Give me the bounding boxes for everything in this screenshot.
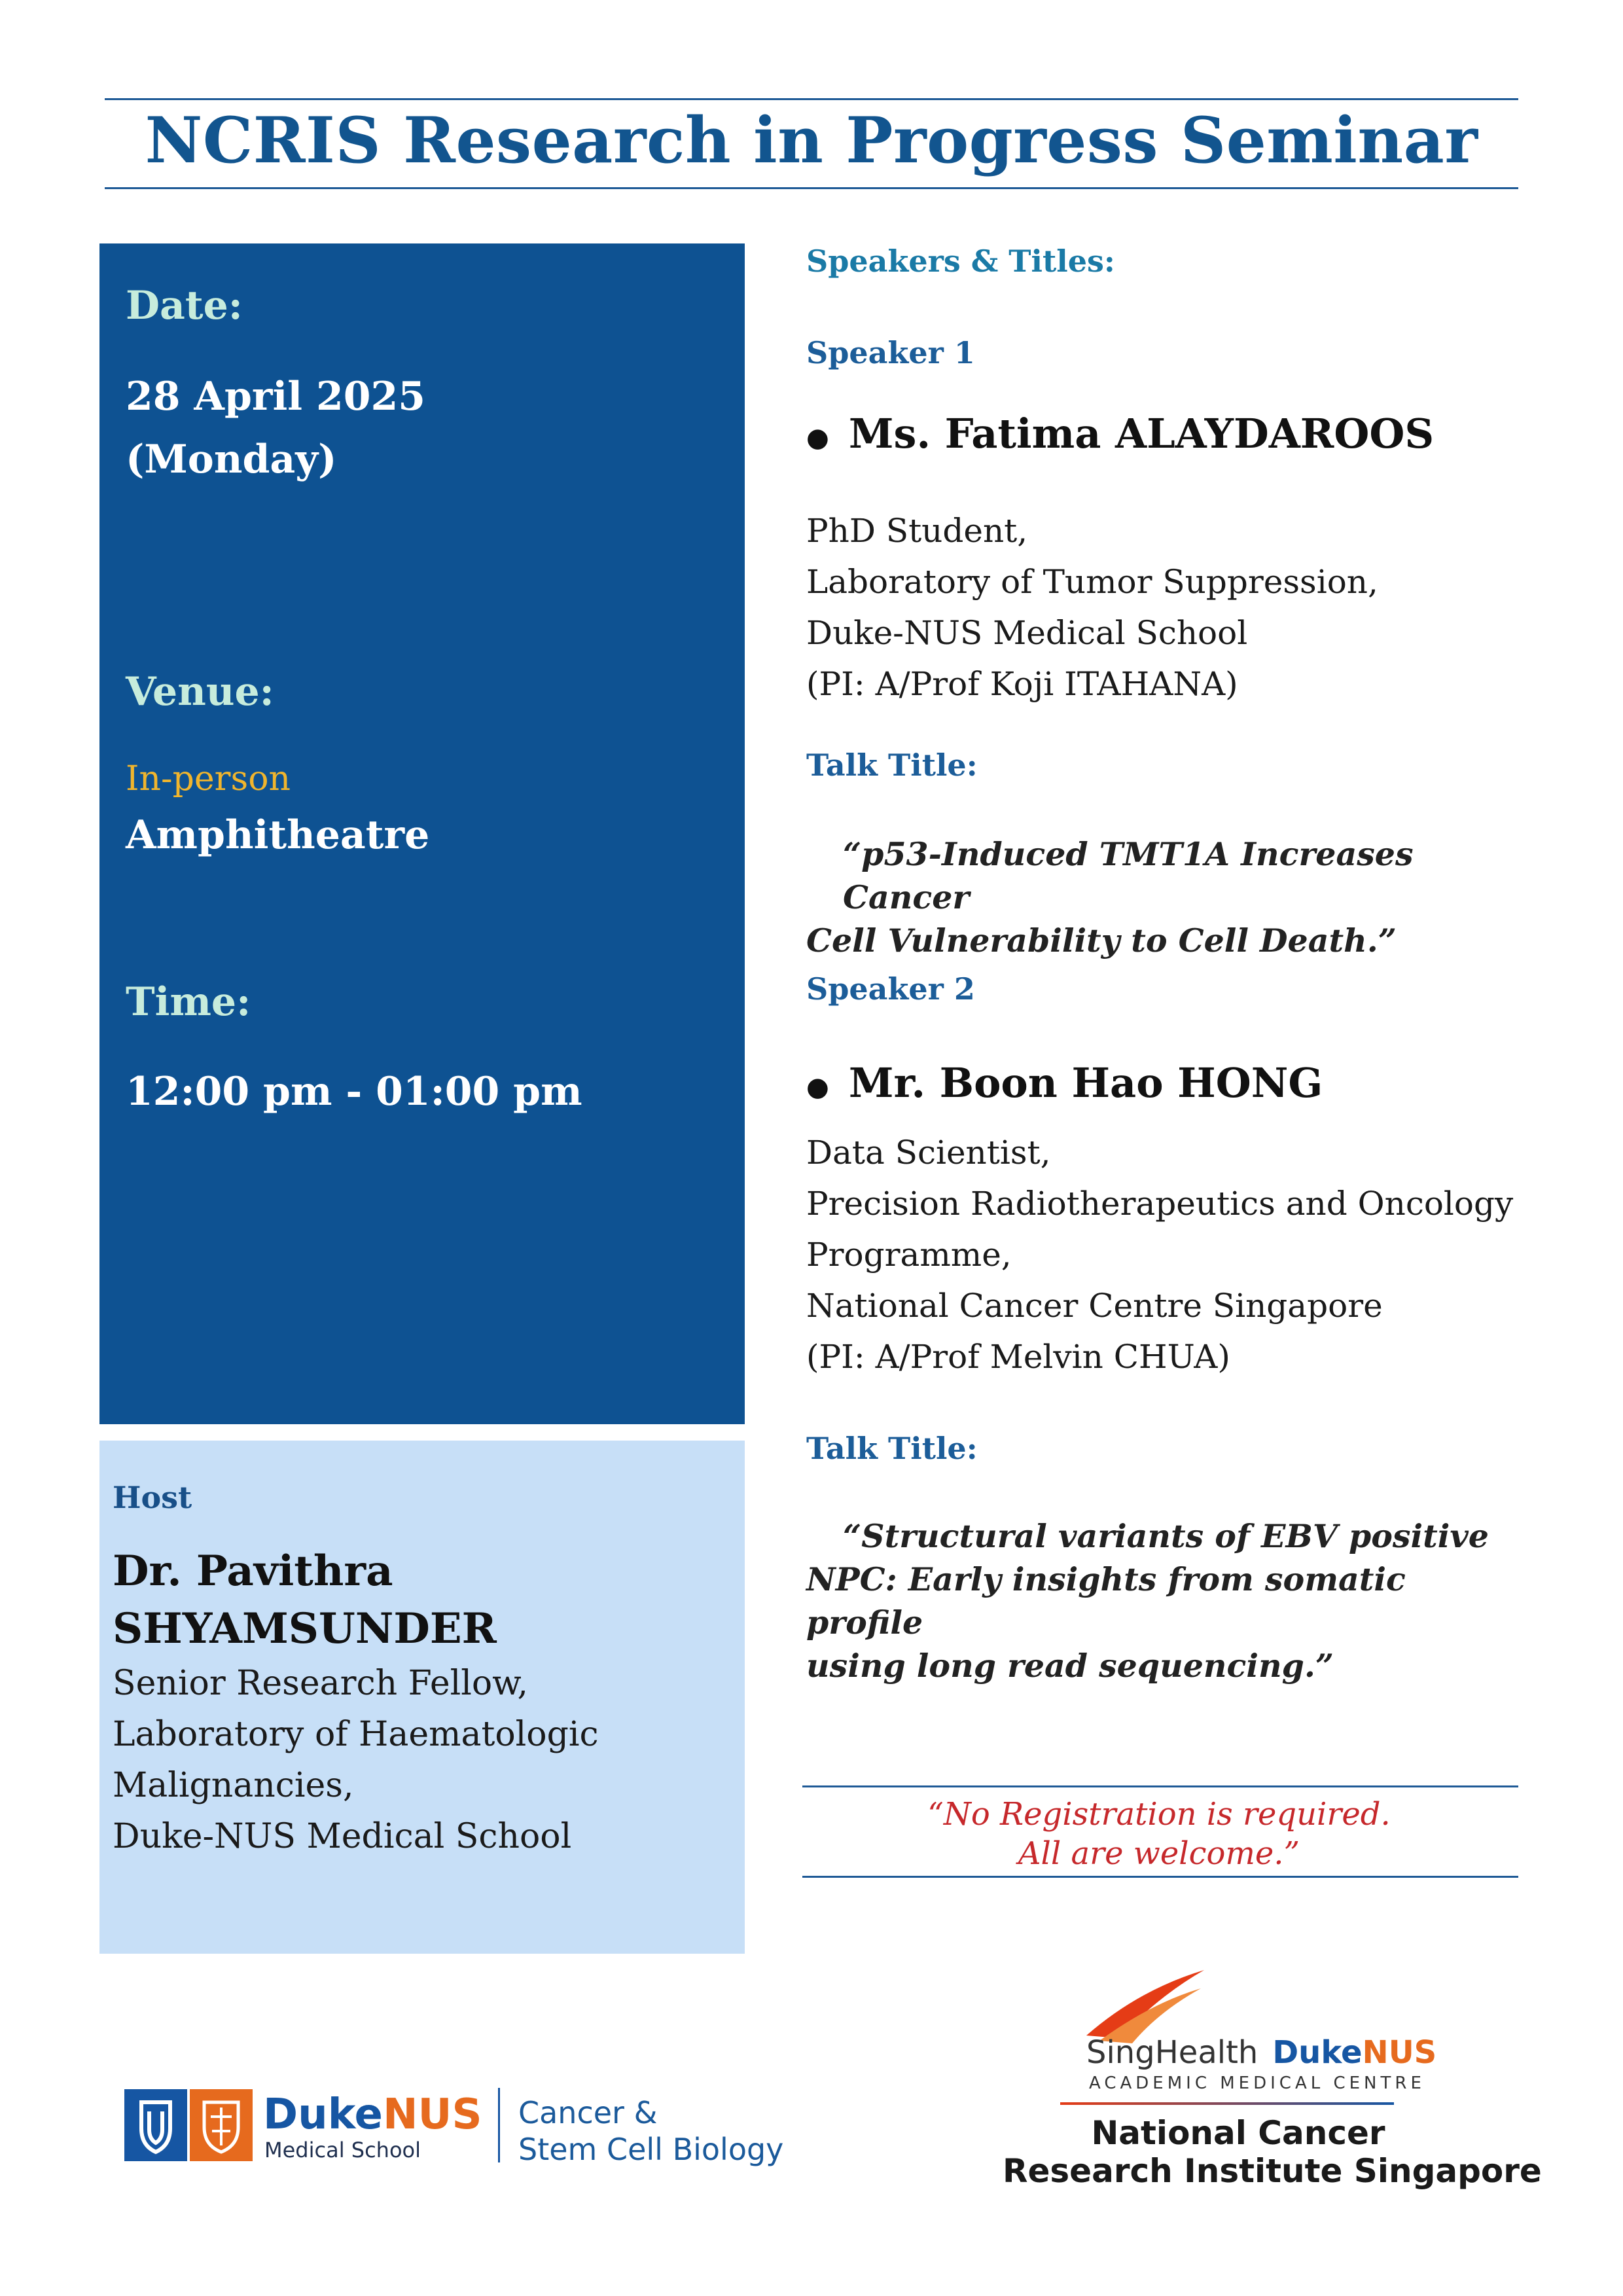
speaker-2-talk-title — [806, 1515, 1520, 1687]
singhealth-text: SingHealth — [1086, 2034, 1258, 2071]
host-affiliation-line: Malignancies, — [113, 1766, 354, 1805]
affiliation-line: PhD Student, — [806, 512, 1028, 550]
registration-notice — [802, 1795, 1516, 1873]
speaker-2-label: Speaker 2 — [806, 971, 975, 1007]
host-affiliation-line: Laboratory of Haematologic — [113, 1715, 599, 1754]
department-line: Stem Cell Biology — [518, 2132, 784, 2167]
affiliation-line: (PI: A/Prof Koji ITAHANA) — [806, 665, 1238, 703]
speaker-1-label: Speaker 1 — [806, 335, 975, 370]
host-panel — [99, 1441, 745, 1954]
host-name-line: SHYAMSUNDER — [113, 1604, 497, 1653]
institute-line: National Cancer — [1091, 2114, 1385, 2152]
speaker-1-talk-title — [806, 833, 1520, 962]
amc-duke-text: Duke — [1272, 2034, 1363, 2071]
date-label: Date: — [126, 283, 243, 329]
host-affiliation-line: Senior Research Fellow, — [113, 1664, 529, 1703]
page-title: NCRIS Research in Progress Seminar — [145, 103, 1478, 177]
weekday-line: (Monday) — [126, 437, 337, 482]
amc-subtitle: ACADEMIC MEDICAL CENTRE — [1089, 2073, 1425, 2093]
bullet-icon: ● — [806, 1071, 829, 1102]
amc-logo-text — [1086, 2034, 1436, 2071]
venue-place: Amphitheatre — [126, 812, 430, 858]
logo-duke-text: Duke — [263, 2090, 383, 2139]
amc-nus-text: NUS — [1362, 2034, 1437, 2071]
header-top-rule — [105, 98, 1518, 100]
venue-label: Venue: — [126, 669, 274, 715]
amc-underline — [1060, 2102, 1394, 2105]
host-name — [113, 1543, 497, 1658]
header-bottom-rule — [105, 187, 1518, 189]
notice-line: “No Registration is required. — [927, 1796, 1391, 1833]
talk-title-line: “p53-Induced TMT1A Increases Cancer — [843, 835, 1414, 916]
affiliation-line: (PI: A/Prof Melvin CHUA) — [806, 1338, 1230, 1376]
department-name — [518, 2094, 783, 2168]
speaker-2-talk-label: Talk Title: — [806, 1431, 978, 1466]
affiliation-line: Data Scientist, — [806, 1134, 1051, 1172]
institute-line: Research Institute Singapore — [1003, 2152, 1542, 2190]
speaker-1-affiliation — [806, 505, 1378, 709]
time-value: 12:00 pm - 01:00 pm — [126, 1069, 582, 1115]
affiliation-line: Laboratory of Tumor Suppression, — [806, 563, 1378, 601]
speaker-1-talk-label: Talk Title: — [806, 747, 978, 783]
speakers-heading: Speakers & Titles: — [806, 243, 1115, 279]
host-label: Host — [113, 1480, 192, 1515]
talk-title-line: using long read sequencing.” — [806, 1647, 1334, 1685]
notice-bottom-rule — [802, 1876, 1518, 1878]
affiliation-line: Precision Radiotherapeutics and Oncology — [806, 1185, 1514, 1223]
notice-top-rule — [802, 1785, 1518, 1787]
dukenus-logo — [124, 2089, 491, 2161]
date-value — [126, 365, 425, 491]
host-name-line: Dr. Pavithra — [113, 1547, 393, 1596]
speaker-2-name — [806, 1059, 1323, 1107]
speaker-1-name-text: Ms. Fatima ALAYDAROOS — [848, 410, 1435, 457]
date-line: 28 April 2025 — [126, 374, 425, 420]
speaker-2-name-text: Mr. Boon Hao HONG — [848, 1059, 1323, 1107]
host-affiliation — [113, 1658, 599, 1862]
talk-title-line: Cell Vulnerability to Cell Death.” — [806, 922, 1397, 960]
speaker-2-affiliation — [806, 1127, 1513, 1382]
logo-divider — [498, 2088, 500, 2162]
event-info-panel — [99, 243, 745, 1424]
talk-title-line: “Structural variants of EBV positive — [843, 1517, 1489, 1555]
talk-title-line: NPC: Early insights from somatic profile — [806, 1560, 1406, 1641]
time-label: Time: — [126, 979, 251, 1025]
institute-name — [1003, 2114, 1542, 2190]
logo-subtitle: Medical School — [264, 2138, 421, 2162]
host-affiliation-line: Duke-NUS Medical School — [113, 1817, 572, 1856]
bullet-icon: ● — [806, 422, 829, 453]
affiliation-line: National Cancer Centre Singapore — [806, 1287, 1383, 1325]
speaker-1-name — [806, 410, 1434, 457]
affiliation-line: Programme, — [806, 1236, 1012, 1274]
logo-nus-text: NUS — [382, 2090, 482, 2139]
department-line: Cancer & — [518, 2095, 658, 2130]
affiliation-line: Duke-NUS Medical School — [806, 614, 1248, 652]
venue-mode: In-person — [126, 759, 291, 798]
notice-line: All are welcome.” — [1018, 1835, 1300, 1872]
